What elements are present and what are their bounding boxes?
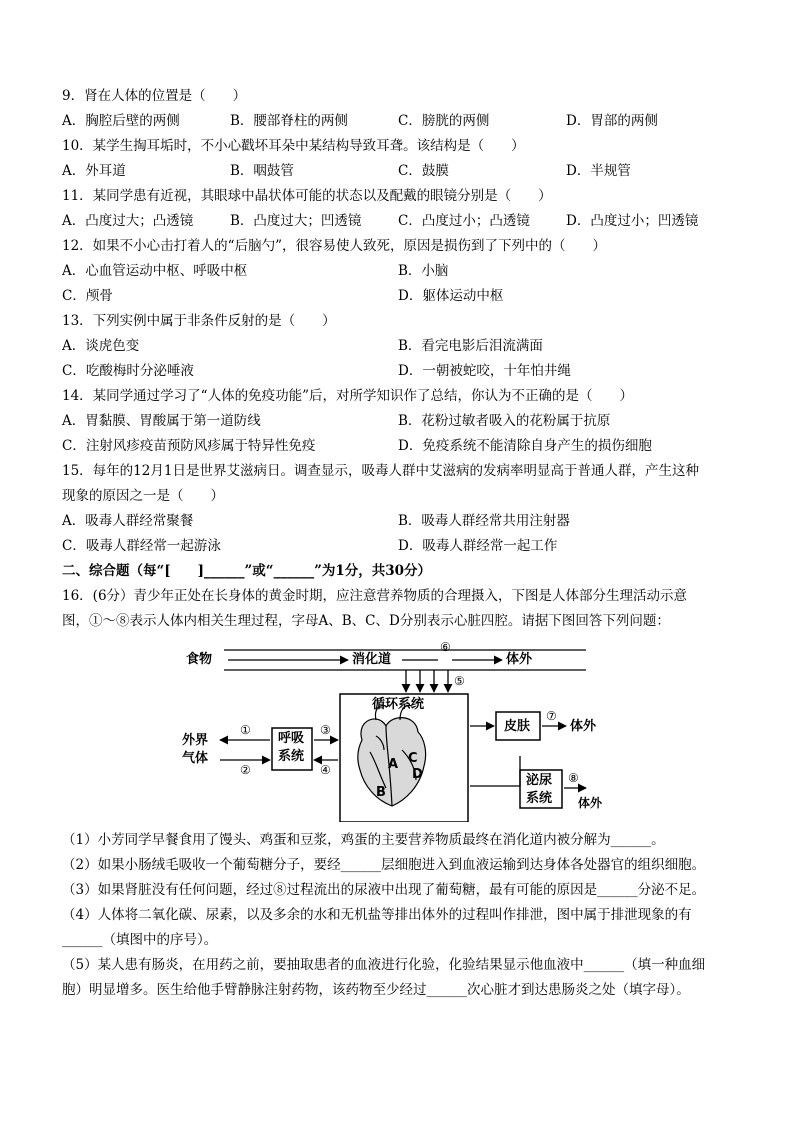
q16-sub4-line1: （4）人体将二氧化碳、尿素，以及多余的水和无机盐等排出体外的过程叫作排泄，图中属于排泄现象的有 bbox=[62, 907, 692, 923]
label-outside-top: 体外 bbox=[506, 652, 533, 667]
q16-sub5-line1: （5）某人患有肠炎，在用药之前，要抽取患者的血液进行化验，化验结果显示他血液中______（填一种血细 bbox=[62, 957, 706, 973]
q16-sub5-line2: 胞）明显增多。医生给他手臂静脉注射药物，该药物至少经过______次心脏才到达患肠炎之处（填字母）。 bbox=[62, 982, 690, 998]
label-outside-urinary: 体外 bbox=[578, 796, 603, 810]
q9-option-c: C．膀胱的两侧 bbox=[398, 113, 490, 129]
q11-option-c: C．凸度过小；凸透镜 bbox=[398, 213, 530, 229]
q11-option-d: D．凸度过小；凹透镜 bbox=[566, 213, 699, 229]
q14-option-b: B．花粉过敏者吸入的花粉属于抗原 bbox=[398, 413, 611, 429]
label-respiratory-line1: 呼吸 bbox=[278, 731, 305, 746]
q16-stem-line2: 图，①～⑧表示人体内相关生理过程，字母A、B、C、D分别表示心脏四腔。请据下图回答下列问题： bbox=[62, 613, 670, 629]
q12-options-row2 bbox=[62, 284, 752, 309]
q15-option-b: B．吸毒人群经常共用注射器 bbox=[398, 513, 570, 529]
q11-option-a: A．凸度过大；凸透镜 bbox=[62, 213, 194, 229]
label-digestive-tract: 消化道 bbox=[352, 652, 392, 667]
q16-sub2: （2）如果小肠绒毛吸收一个葡萄糖分子，要经______层细胞进入到血液运输到达身体各处器官的组织细胞。 bbox=[62, 857, 706, 873]
q11-options bbox=[62, 209, 752, 234]
label-process-8: ⑧ bbox=[568, 771, 579, 785]
q14-option-d: D．免疫系统不能清除自身产生的损伤细胞 bbox=[398, 438, 652, 454]
label-process-2: ② bbox=[240, 763, 251, 777]
q10-stem: 10．某学生掏耳垢时，不小心戳坏耳朵中某结构导致耳聋。该结构是（ ） bbox=[62, 138, 525, 154]
q9-option-b: B．腰部脊柱的两侧 bbox=[230, 113, 348, 129]
q12-option-a: A．心血管运动中枢、呼吸中枢 bbox=[62, 263, 248, 279]
label-process-4: ④ bbox=[320, 763, 331, 777]
q12-option-b: B．小脑 bbox=[398, 263, 449, 279]
q12-option-c: C．颅骨 bbox=[62, 288, 113, 304]
q13-option-d: D．一朝被蛇咬，十年怕井绳 bbox=[398, 363, 571, 379]
q13-option-b: B．看完电影后泪流满面 bbox=[398, 338, 543, 354]
q9-option-d: D．胃部的两侧 bbox=[566, 113, 658, 129]
exam-page bbox=[62, 84, 752, 1003]
label-chamber-b: B bbox=[376, 785, 386, 800]
q15-options-row2 bbox=[62, 534, 752, 559]
label-respiratory-line2: 系统 bbox=[278, 749, 305, 764]
q10-option-c: C．鼓膜 bbox=[398, 163, 449, 179]
q11-option-b: B．凸度过大；凹透镜 bbox=[230, 213, 362, 229]
label-external-air-line1: 外界 bbox=[182, 733, 209, 748]
q12-option-d: D．躯体运动中枢 bbox=[398, 288, 504, 304]
q9-stem: 9．肾在人体的位置是（ ） bbox=[62, 88, 247, 104]
q16-sub4-line2: ______（填图中的序号）。 bbox=[62, 932, 218, 948]
q16-stem-line1: 16．(6分）青少年正处在长身体的黄金时期，应注意营养物质的合理摄入，下图是人体部分生理活动示意 bbox=[62, 588, 688, 604]
q13-stem: 13．下列实例中属于非条件反射的是（ ） bbox=[62, 313, 336, 329]
q12-stem: 12．如果不小心击打着人的“后脑勺”，很容易使人致死，原因是损伤到了下列中的（ ） bbox=[62, 238, 606, 254]
q14-stem: 14．某同学通过学习了“人体的免疫功能”后，对所学知识作了总结，你认为不正确的是（ ） bbox=[62, 388, 633, 404]
label-circulation-system: 循环系统 bbox=[372, 697, 425, 712]
q16-sub1: （1）小芳同学早餐食用了馒头、鸡蛋和豆浆，鸡蛋的主要营养物质最终在消化道内被分解为______。 bbox=[62, 832, 665, 848]
q12-options-row1 bbox=[62, 259, 752, 284]
q14-option-c: C．注射风疹疫苗预防风疹属于特异性免疫 bbox=[62, 438, 316, 454]
q15-stem-line1: 15．每年的12月1日是世界艾滋病日。调查显示，吸毒人群中艾滋病的发病率明显高于普通人群，产生这种 bbox=[62, 463, 699, 479]
q14-options-row2 bbox=[62, 434, 752, 459]
q15-stem-line2: 现象的原因之一是（ ） bbox=[62, 488, 224, 504]
label-chamber-c: C bbox=[408, 751, 418, 766]
q13-options-row2 bbox=[62, 359, 752, 384]
q10-option-b: B．咽鼓管 bbox=[230, 163, 294, 179]
q15-option-a: A．吸毒人群经常聚餐 bbox=[62, 513, 194, 529]
label-food: 食物 bbox=[186, 652, 213, 667]
label-process-5: ⑤ bbox=[454, 674, 465, 688]
q13-options-row1 bbox=[62, 334, 752, 359]
label-skin: 皮肤 bbox=[504, 719, 531, 734]
q10-options bbox=[62, 159, 752, 184]
label-process-6: ⑥ bbox=[440, 640, 451, 654]
label-urinary-line2: 系统 bbox=[526, 791, 553, 806]
physiology-diagram bbox=[180, 640, 603, 822]
q9-option-a: A．胸腔后壁的两侧 bbox=[62, 113, 180, 129]
label-process-3: ③ bbox=[320, 723, 331, 737]
section-2-title: 二、综合题（每“[ ]______”或“______”为1分，共30分） bbox=[62, 563, 432, 579]
q9-options bbox=[62, 109, 752, 134]
q15-option-d: D．吸毒人群经常一起工作 bbox=[398, 538, 558, 554]
label-process-7: ⑦ bbox=[546, 709, 557, 723]
label-chamber-d: D bbox=[412, 767, 423, 782]
label-urinary-line1: 泌尿 bbox=[526, 773, 553, 788]
q13-option-c: C．吃酸梅时分泌唾液 bbox=[62, 363, 194, 379]
q10-option-d: D．半规管 bbox=[566, 163, 631, 179]
label-chamber-a: A bbox=[388, 757, 399, 772]
q10-option-a: A．外耳道 bbox=[62, 163, 126, 179]
q11-stem: 11．某同学患有近视，其眼球中晶状体可能的状态以及配戴的眼镜分别是（ ） bbox=[62, 188, 552, 204]
q13-option-a: A．谈虎色变 bbox=[62, 338, 140, 354]
q14-option-a: A．胃黏膜、胃酸属于第一道防线 bbox=[62, 413, 261, 429]
q15-option-c: C．吸毒人群经常一起游泳 bbox=[62, 538, 221, 554]
label-external-air-line2: 气体 bbox=[182, 751, 209, 766]
q15-options-row1 bbox=[62, 509, 752, 534]
q14-options-row1 bbox=[62, 409, 752, 434]
q16-sub3: （3）如果肾脏没有任何问题，经过⑧过程流出的尿液中出现了葡萄糖，最有可能的原因是______分泌不足。 bbox=[62, 882, 706, 898]
label-process-1: ① bbox=[240, 723, 251, 737]
label-outside-skin: 体外 bbox=[570, 719, 597, 734]
